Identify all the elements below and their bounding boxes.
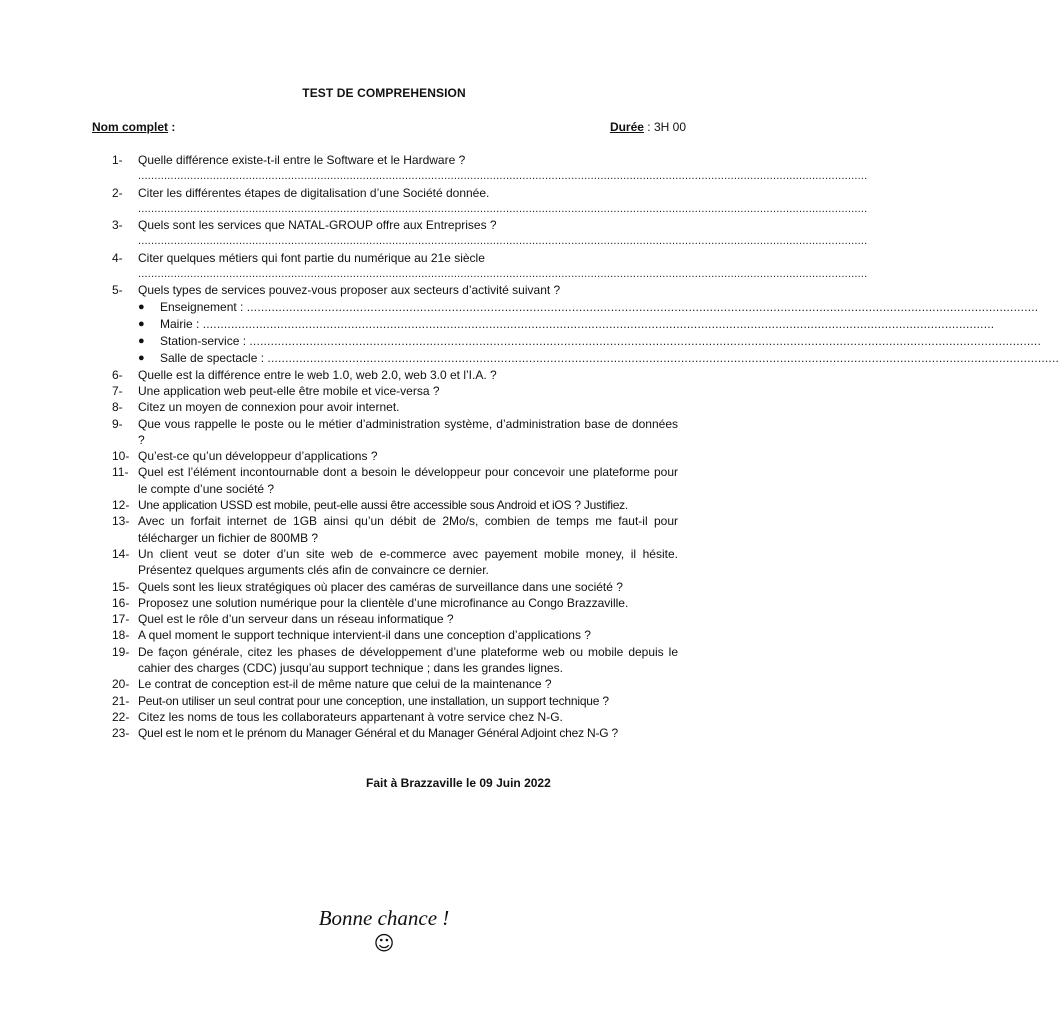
question-item xyxy=(112,383,678,399)
question-number: 9- xyxy=(112,416,123,431)
answer-line: ................................................................................................................................................................................................................................ xyxy=(138,235,868,248)
question-text: Quel est le nom et le prénom du Manager Général et du Manager Général Adjoint chez N-G ? xyxy=(138,726,619,741)
answer-line: ................................................................................................................................................................................................................................ xyxy=(138,202,868,215)
sector-item xyxy=(138,350,1059,367)
question-number: 20- xyxy=(112,677,130,692)
question-text: Le contrat de conception est-il de même nature que celui de la maintenance ? xyxy=(138,677,552,692)
bullet-icon: ● xyxy=(138,300,145,313)
sector-label: Enseignement : xyxy=(160,299,247,314)
question-item xyxy=(112,579,678,595)
question-text: Une application USSD est mobile, peut-elle aussi être accessible sous Android et iOS ? Justifiez. xyxy=(138,498,629,513)
question-text: Quelle différence existe-t-il entre le Software et le Hardware ? xyxy=(138,153,466,167)
question-item xyxy=(112,399,678,415)
question-item xyxy=(112,464,678,497)
question-item xyxy=(112,152,868,185)
sector-label: Salle de spectacle : xyxy=(160,350,268,365)
question-text: Proposez une solution numérique pour la clientèle d’une microfinance au Congo Brazzaville. xyxy=(138,595,629,610)
bullet-icon: ● xyxy=(138,334,145,347)
sector-item xyxy=(138,316,995,333)
question-item xyxy=(112,282,1059,366)
question-text: Quels sont les lieux stratégiques où placer des caméras de surveillance dans une société ? xyxy=(138,579,623,594)
question-number: 2- xyxy=(112,185,123,200)
answer-line: ................................................................................................................................................................................................................................ xyxy=(138,268,868,281)
question-text: Quels sont les services que NATAL-GROUP offre aux Entreprises ? xyxy=(138,218,497,233)
question-number: 11- xyxy=(112,465,129,480)
question-item xyxy=(112,627,678,643)
bullet-icon: ● xyxy=(138,317,145,330)
question-number: 15- xyxy=(112,579,130,594)
name-separator: : xyxy=(168,120,176,134)
question-text: Quel est l’élément incontournable dont a besoin le développeur pour concevoir une plateforme pour le compte d’une société ? xyxy=(138,465,678,496)
question-text: Peut-on utiliser un seul contrat pour une conception, une installation, un support technique ? xyxy=(138,693,609,708)
question-list xyxy=(112,152,1059,742)
question-item xyxy=(112,448,678,464)
sector-label: Station-service : xyxy=(160,333,250,348)
question-text: Citer les différentes étapes de digitalisation d’une Société donnée. xyxy=(138,185,490,200)
question-text: Quels types de services pouvez-vous proposer aux secteurs d’activité suivant ? xyxy=(138,283,561,298)
question-number: 22- xyxy=(112,709,130,724)
question-item xyxy=(112,497,678,513)
question-item xyxy=(112,185,868,218)
question-number: 17- xyxy=(112,612,130,627)
duration-separator: : xyxy=(643,120,654,134)
question-text: Citez les noms de tous les collaborateurs appartenant à votre service chez N-G. xyxy=(138,709,563,724)
question-item xyxy=(112,611,678,627)
answer-line: ................................................................................................................................................................................................................................ xyxy=(246,299,1039,314)
question-number: 14- xyxy=(112,546,130,561)
question-text: Quelle est la différence entre le web 1.0, web 2.0, web 3.0 et l’I.A. ? xyxy=(138,367,497,382)
question-number: 16- xyxy=(112,595,130,610)
question-item xyxy=(112,367,678,383)
answer-line: ................................................................................................................................................................................................................................ xyxy=(138,170,868,183)
question-text: Que vous rappelle le poste ou le métier d’administration système, d’administration base de données ? xyxy=(138,416,678,447)
duration-field xyxy=(610,120,686,134)
page-title: TEST DE COMPREHENSION xyxy=(302,86,466,100)
question-item xyxy=(112,595,678,611)
question-item xyxy=(112,416,678,449)
question-item xyxy=(112,709,678,725)
question-text: Une application web peut-elle être mobile et vice-versa ? xyxy=(138,383,440,398)
name-label: Nom complet xyxy=(92,120,169,134)
smiley-icon: ☺ xyxy=(373,931,395,955)
closing-message: Bonne chance ! xyxy=(318,906,450,930)
question-number: 10- xyxy=(112,449,130,464)
question-number: 8- xyxy=(112,400,123,415)
question-number: 12- xyxy=(112,498,130,513)
question-number: 19- xyxy=(112,644,130,659)
question-number: 7- xyxy=(112,383,123,398)
question-number: 13- xyxy=(112,514,130,529)
question-number: 1- xyxy=(112,153,123,167)
name-field-label xyxy=(92,120,175,134)
duration-value: 3H 00 xyxy=(653,120,686,134)
question-item xyxy=(112,644,678,677)
bullet-icon: ● xyxy=(138,351,145,364)
question-item xyxy=(112,513,678,546)
signoff-line: Fait à Brazzaville le 09 Juin 2022 xyxy=(366,776,551,790)
question-item xyxy=(112,250,868,283)
question-item xyxy=(112,676,678,692)
question-number: 21- xyxy=(112,693,130,708)
question-number: 3- xyxy=(112,218,123,233)
question-text: Citer quelques métiers qui font partie du numérique au 21e siècle xyxy=(138,250,485,265)
sector-label: Mairie : xyxy=(160,316,203,331)
question-item xyxy=(112,725,678,741)
sector-item xyxy=(138,333,1041,350)
sector-item xyxy=(138,299,1039,316)
question-text: Avec un forfait internet de 1GB ainsi qu’un débit de 2Mo/s, combien de temps me faut-il pour télécharger un fichier de 800MB ? xyxy=(138,514,678,545)
question-item xyxy=(112,546,678,579)
question-item xyxy=(112,217,868,250)
question-text: De façon générale, citez les phases de développement d’une plateforme web ou mobile depuis le cahier des charges (CDC) jusqu’au support technique ; dans les grandes lignes. xyxy=(138,644,678,676)
question-number: 23- xyxy=(112,726,130,741)
answer-line: ................................................................................................................................................................................................................................ xyxy=(249,333,1041,348)
question-number: 4- xyxy=(112,250,123,265)
question-text: A quel moment le support technique intervient-il dans une conception d’applications ? xyxy=(138,628,591,643)
answer-line: ................................................................................................................................................................................................................................ xyxy=(267,350,1059,365)
question-number: 6- xyxy=(112,367,123,382)
question-item xyxy=(112,693,678,709)
question-text: Qu’est-ce qu’un développeur d’applications ? xyxy=(138,449,378,464)
question-text: Un client veut se doter d’un site web de e-commerce avec payement mobile money, il hésite. Présentez quelques arguments clés afin de convaincre ce dernier. xyxy=(138,546,678,578)
sector-list xyxy=(138,299,1059,367)
question-number: 5- xyxy=(112,283,123,298)
question-number: 18- xyxy=(112,628,130,643)
question-text: Quel est le rôle d’un serveur dans un réseau informatique ? xyxy=(138,612,454,627)
duration-label: Durée xyxy=(609,120,644,134)
question-text: Citez un moyen de connexion pour avoir internet. xyxy=(138,400,400,415)
answer-line: ................................................................................................................................................................................................................................ xyxy=(202,316,995,331)
